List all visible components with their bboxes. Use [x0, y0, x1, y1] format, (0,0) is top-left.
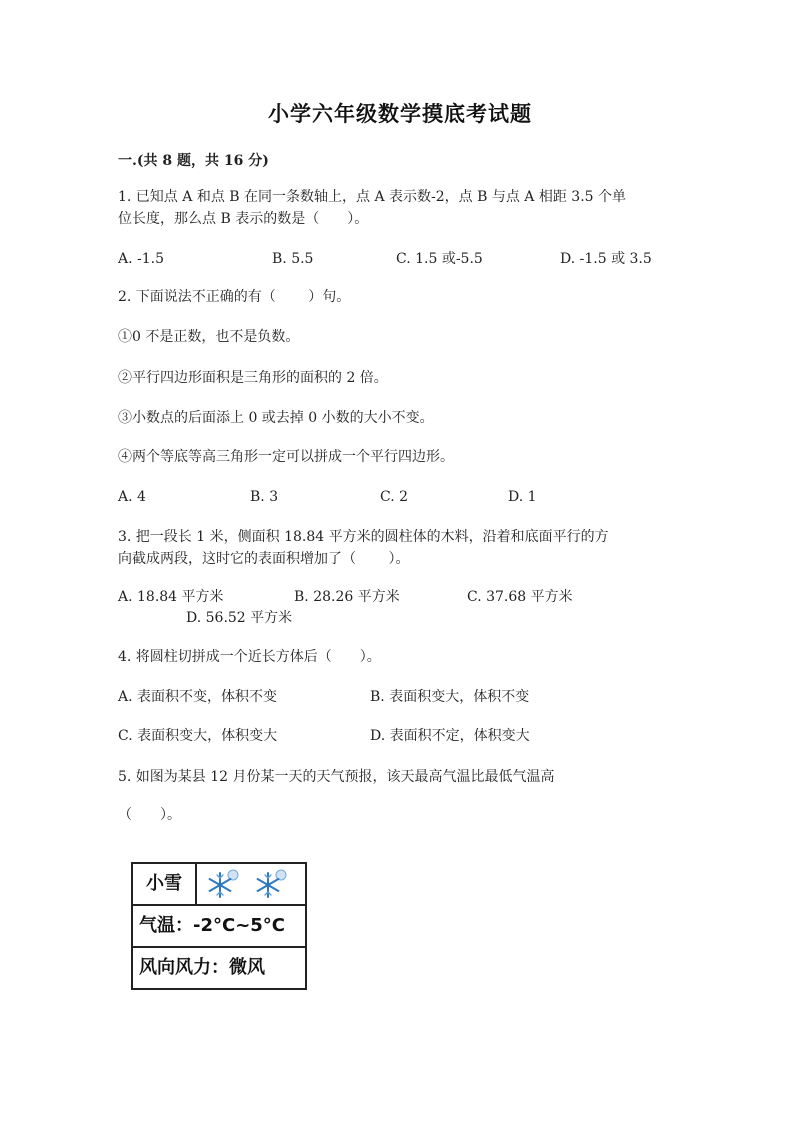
q2-option-a: A. 4: [118, 489, 146, 505]
q4-option-d: D. 表面积不定，体积变大: [370, 728, 530, 744]
q5-stem-line2: （ ）。: [118, 807, 181, 823]
q4-option-c: C. 表面积变大，体积变大: [118, 728, 278, 744]
weather-icons: [203, 868, 289, 902]
weather-temperature: 气温：-2°C~5°C: [139, 915, 286, 936]
q2-statement-4: ④两个等底等高三角形一定可以拼成一个平行四边形。: [118, 449, 454, 465]
q2-option-d: D. 1: [508, 489, 537, 505]
q3-stem-line2: 向截成两段，这时它的表面积增加了（ ）。: [118, 551, 410, 567]
q2-statement-3: ③小数点的后面添上 0 或去掉 0 小数的大小不变。: [118, 410, 434, 426]
q3-option-a: A. 18.84 平方米: [118, 589, 224, 605]
q4-option-b: B. 表面积变大，体积不变: [370, 689, 530, 705]
q2-statement-1: ①0 不是正数，也不是负数。: [118, 329, 300, 345]
q2-statement-2: ②平行四边形面积是三角形的面积的 2 倍。: [118, 370, 388, 386]
weather-condition: 小雪: [133, 864, 197, 904]
q3-option-d: D. 56.52 平方米: [186, 610, 293, 626]
q4-option-a: A. 表面积不变，体积不变: [118, 689, 278, 705]
q1-stem-line2: 位长度，那么点 B 表示的数是（ ）。: [118, 211, 369, 227]
weather-forecast-card: [131, 862, 307, 990]
q2-stem: 2. 下面说法不正确的有（ ）句。: [118, 289, 351, 305]
snowflake-cloud-icon: [251, 868, 289, 900]
q1-stem-line1: 1. 已知点 A 和点 B 在同一条数轴上，点 A 表示数-2，点 B 与点 A 相距 3.5 个单: [118, 189, 627, 205]
weather-condition-row: [133, 864, 305, 906]
snowflake-cloud-icon: [203, 868, 241, 900]
q2-option-b: B. 3: [250, 489, 279, 505]
q3-option-b: B. 28.26 平方米: [294, 589, 400, 605]
q2-option-c: C. 2: [380, 489, 409, 505]
weather-temperature-row: [133, 906, 305, 948]
q5-stem-line1: 5. 如图为某县 12 月份某一天的天气预报，该天最高气温比最低气温高: [118, 769, 555, 785]
q1-option-c: C. 1.5 或-5.5: [396, 251, 483, 267]
q1-option-d: D. -1.5 或 3.5: [560, 251, 652, 267]
q4-stem: 4. 将圆柱切拼成一个近长方体后（ ）。: [118, 649, 381, 665]
q3-stem-line1: 3. 把一段长 1 米，侧面积 18.84 平方米的圆柱体的木料，沿着和底面平行的方: [118, 529, 609, 545]
page-title: 小学六年级数学摸底考试题: [268, 101, 532, 126]
q1-option-b: B. 5.5: [272, 251, 314, 267]
q1-option-a: A. -1.5: [118, 251, 165, 267]
section-heading: 一.(共 8 题，共 16 分): [118, 153, 269, 169]
q3-option-c: C. 37.68 平方米: [467, 589, 573, 605]
weather-wind-row: [133, 948, 305, 988]
weather-wind: 风向风力：微风: [139, 957, 265, 978]
